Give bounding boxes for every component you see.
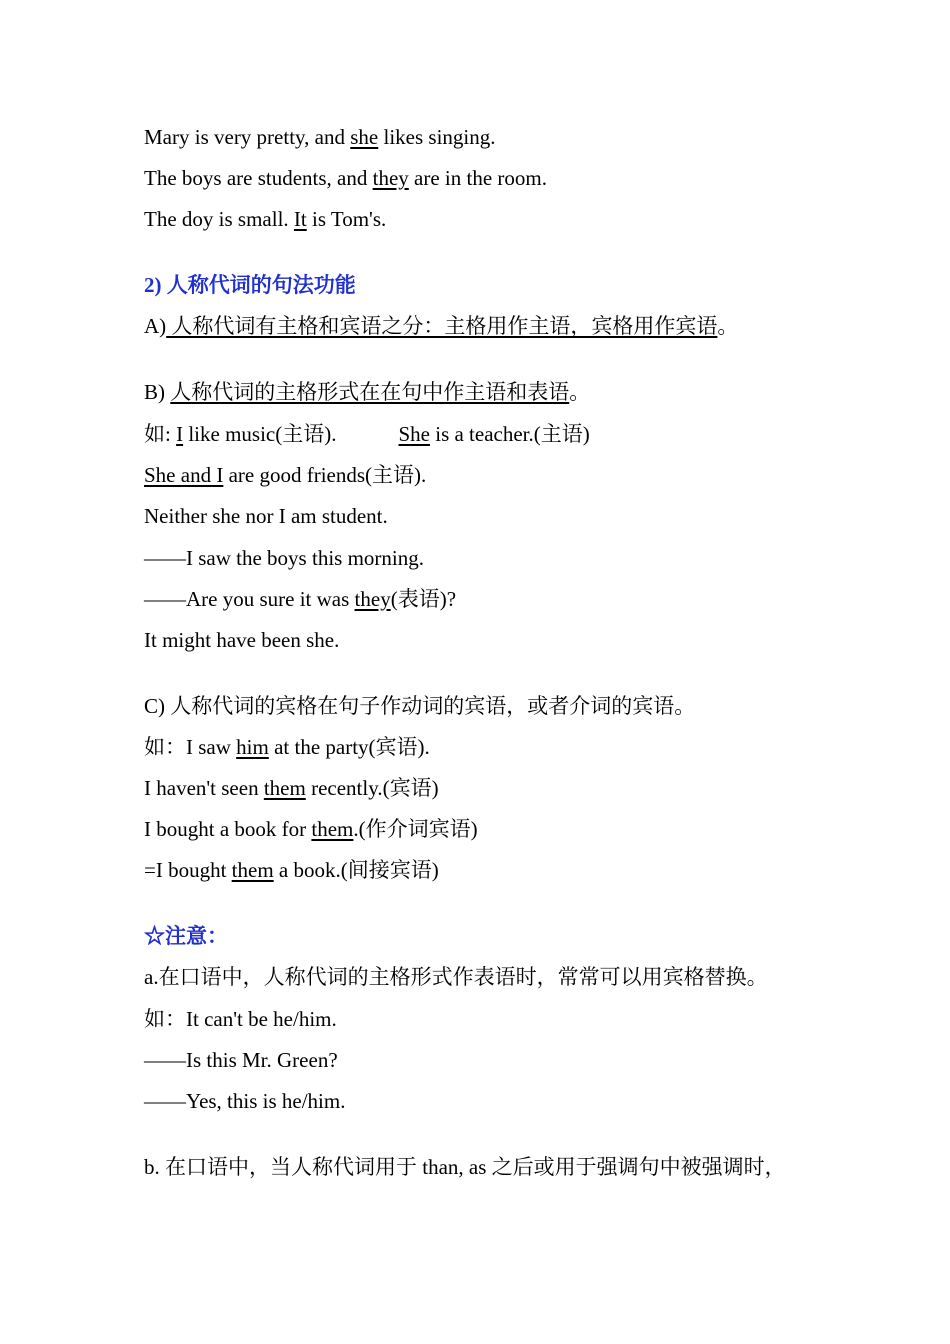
text: 如：I saw bbox=[144, 735, 237, 759]
underlined-pronoun: they bbox=[354, 587, 391, 611]
note-b-text: b. 在口语中，当人称代词用于 than, as 之后或用于强调句中被强调时， bbox=[144, 1155, 786, 1179]
text: (表语)? bbox=[390, 587, 457, 611]
underlined-pronoun: them bbox=[263, 776, 306, 800]
point-a bbox=[144, 312, 738, 340]
text: =I bought bbox=[144, 858, 232, 882]
point-b-title bbox=[144, 378, 590, 406]
text: 如: bbox=[144, 422, 177, 446]
point-b-example-2 bbox=[144, 461, 426, 489]
point-c-example-4 bbox=[144, 856, 439, 884]
text: I haven't seen bbox=[144, 776, 264, 800]
point-c-title: C) 人称代词的宾格在句子作动词的宾语，或者介词的宾语。 bbox=[144, 694, 696, 718]
underlined-pronoun: they bbox=[372, 166, 409, 190]
text: like music(主语). bbox=[183, 422, 337, 446]
note-a-example-1: 如：It can't be he/him. bbox=[144, 1007, 337, 1031]
underlined-text: 人称代词有主格和宾语之分：主格用作主语，宾格用作宾语 bbox=[166, 314, 718, 338]
point-c-example-3 bbox=[144, 815, 478, 843]
text: .(作介词宾语) bbox=[353, 817, 478, 841]
point-b-example-3: Neither she nor I am student. bbox=[144, 504, 388, 528]
note-heading: ☆注意： bbox=[144, 924, 228, 948]
underlined-pronoun: them bbox=[231, 858, 274, 882]
text: 。 bbox=[569, 380, 591, 404]
text: The doy is small. bbox=[144, 207, 294, 231]
text: at the party(宾语). bbox=[268, 735, 430, 759]
underlined-pronoun: him bbox=[236, 735, 269, 759]
example-line-3 bbox=[144, 205, 386, 233]
note-a-text: a.在口语中，人称代词的主格形式作表语时，常常可以用宾格替换。 bbox=[144, 965, 768, 989]
example-line-2 bbox=[144, 164, 547, 192]
text: is a teacher.(主语) bbox=[429, 422, 590, 446]
text: ——Are you sure it was bbox=[144, 587, 355, 611]
point-b-example-6: It might have been she. bbox=[144, 628, 340, 652]
point-c-example-1 bbox=[144, 733, 430, 761]
point-b-example-4: ——I saw the boys this morning. bbox=[144, 546, 424, 570]
text: recently.(宾语) bbox=[305, 776, 439, 800]
text: a book.(间接宾语) bbox=[273, 858, 439, 882]
text: B) bbox=[144, 380, 171, 404]
underlined-pronoun: She bbox=[398, 422, 430, 446]
text: Mary is very pretty, and bbox=[144, 125, 351, 149]
text: are in the room. bbox=[408, 166, 547, 190]
point-b-example-5 bbox=[144, 585, 456, 613]
text: I bought a book for bbox=[144, 817, 312, 841]
text: A) bbox=[144, 314, 167, 338]
underlined-pronoun: It bbox=[293, 207, 307, 231]
note-a-example-3: ——Yes, this is he/him. bbox=[144, 1089, 346, 1113]
section-heading: 2) 人称代词的句法功能 bbox=[144, 273, 356, 297]
example-line-1 bbox=[144, 123, 496, 151]
underlined-text: 人称代词的主格形式在在句中作主语和表语 bbox=[170, 380, 570, 404]
point-c-example-2 bbox=[144, 774, 439, 802]
underlined-pronoun: She and I bbox=[144, 463, 224, 487]
text: 。 bbox=[717, 314, 739, 338]
text: The boys are students, and bbox=[144, 166, 373, 190]
text: are good friends(主语). bbox=[223, 463, 427, 487]
text: likes singing. bbox=[378, 125, 496, 149]
underlined-pronoun: I bbox=[176, 422, 184, 446]
text: is Tom's. bbox=[306, 207, 387, 231]
underlined-pronoun: she bbox=[350, 125, 379, 149]
underlined-pronoun: them bbox=[311, 817, 354, 841]
note-a-example-2: ——Is this Mr. Green? bbox=[144, 1048, 338, 1072]
point-b-example-1 bbox=[144, 420, 590, 448]
